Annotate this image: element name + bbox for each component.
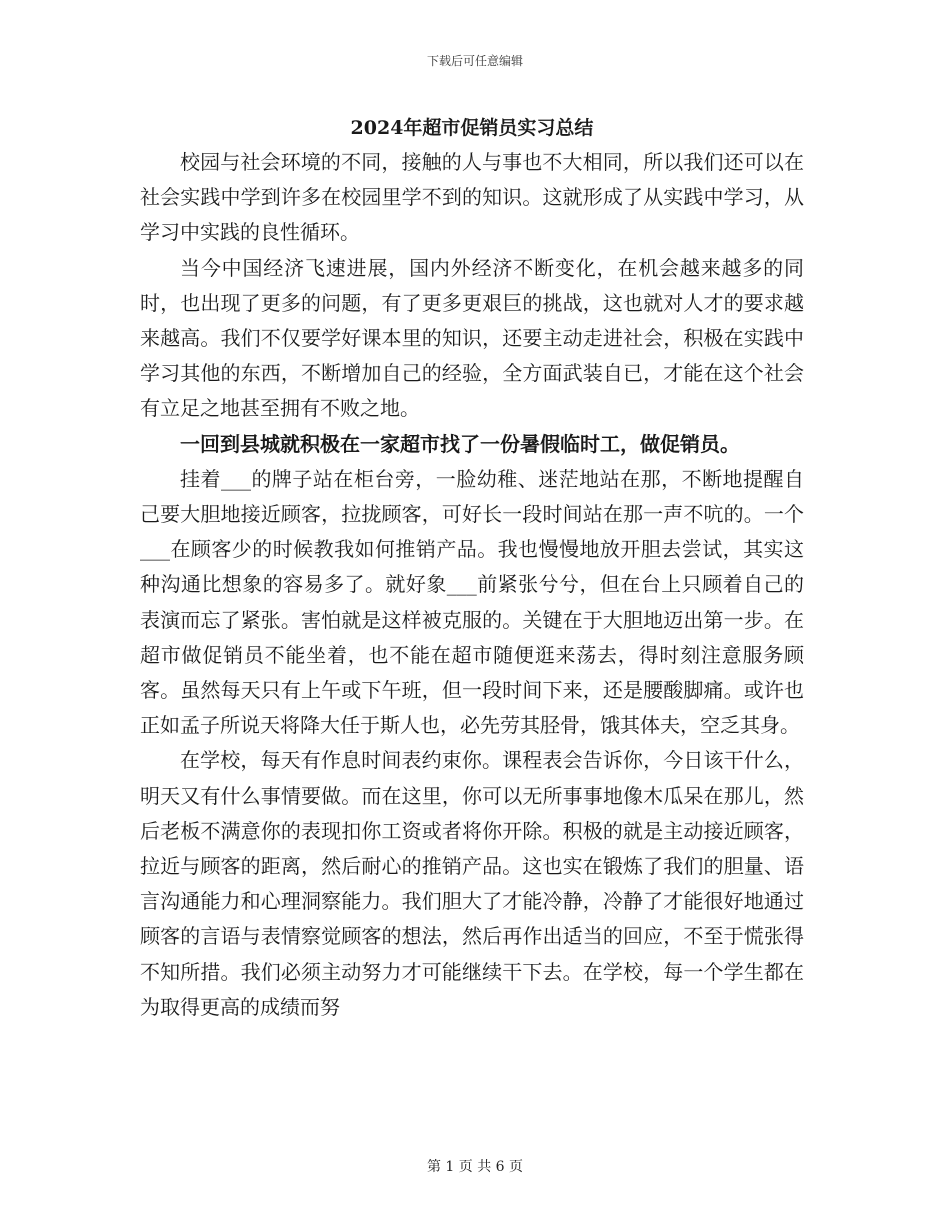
- document-body: [140, 145, 804, 1025]
- paragraph-2: 当今中国经济飞速进展，国内外经济不断变化，在机会越来越多的同时，也出现了更多的问题，有了更多更艰巨的挑战，这也就对人才的要求越来越高。我们不仅要学好课本里的知识，还要主动走进社会，积极在实践中学习其他的东西，不断增加自己的经验，全方面武装自已，才能在这个社会有立足之地甚至拥有不败之地。: [140, 255, 804, 421]
- header-note: 下载后可任意编辑: [426, 54, 523, 68]
- page-footer: 第 1 页 共 6 页: [426, 1159, 524, 1175]
- document-title: 2024年超市促销员实习总结: [350, 117, 594, 139]
- paragraph-4: 挂着___的牌子站在柜台旁，一脸幼稚、迷茫地站在那，不断地提醒自己要大胆地接近顾客，拉拢顾客，可好长一段时间站在那一声不吭的。一个___在顾客少的时候教我如何推销产品。我也慢慢地放开胆去尝试，其实这种沟通比想象的容易多了。就好象___前紧张兮兮，但在台上只顾着自己的表演而忘了紧张。害怕就是这样被克服的。关键在于大胆地迈出第一步。在超市做促销员不能坐着，也不能在超市随便逛来荡去，得时刻注意服务顾客。虽然每天只有上午或下午班，但一段时间下来，还是腰酸脚痛。或许也正如孟子所说天将降大任于斯人也，必先劳其胫骨，饿其体夫，空乏其身。: [140, 466, 804, 738]
- paragraph-3-bold: 一回到县城就积极在一家超市找了一份暑假临时工，做促销员。: [180, 431, 740, 456]
- paragraph-5: 在学校，每天有作息时间表约束你。课程表会告诉你，今日该干什么，明天又有什么事情要做。而在这里，你可以无所事事地像木瓜呆在那儿，然后老板不满意你的表现扣你工资或者将你开除。积极的就是主动接近顾客，拉近与顾客的距离，然后耐心的推销产品。这也实在锻炼了我们的胆量、语言沟通能力和心理洞察能力。我们胆大了才能冷静，冷静了才能很好地通过顾客的言语与表情察觉顾客的想法，然后再作出适当的回应，不至于慌张得不知所措。我们必须主动努力才可能继续干下去。在学校，每一个学生都在为取得更高的成绩而努: [140, 748, 804, 1019]
- paragraph-1: 校园与社会环境的不同，接触的人与事也不大相同，所以我们还可以在社会实践中学到许多在校园里学不到的知识。这就形成了从实践中学习，从学习中实践的良性循环。: [140, 150, 804, 245]
